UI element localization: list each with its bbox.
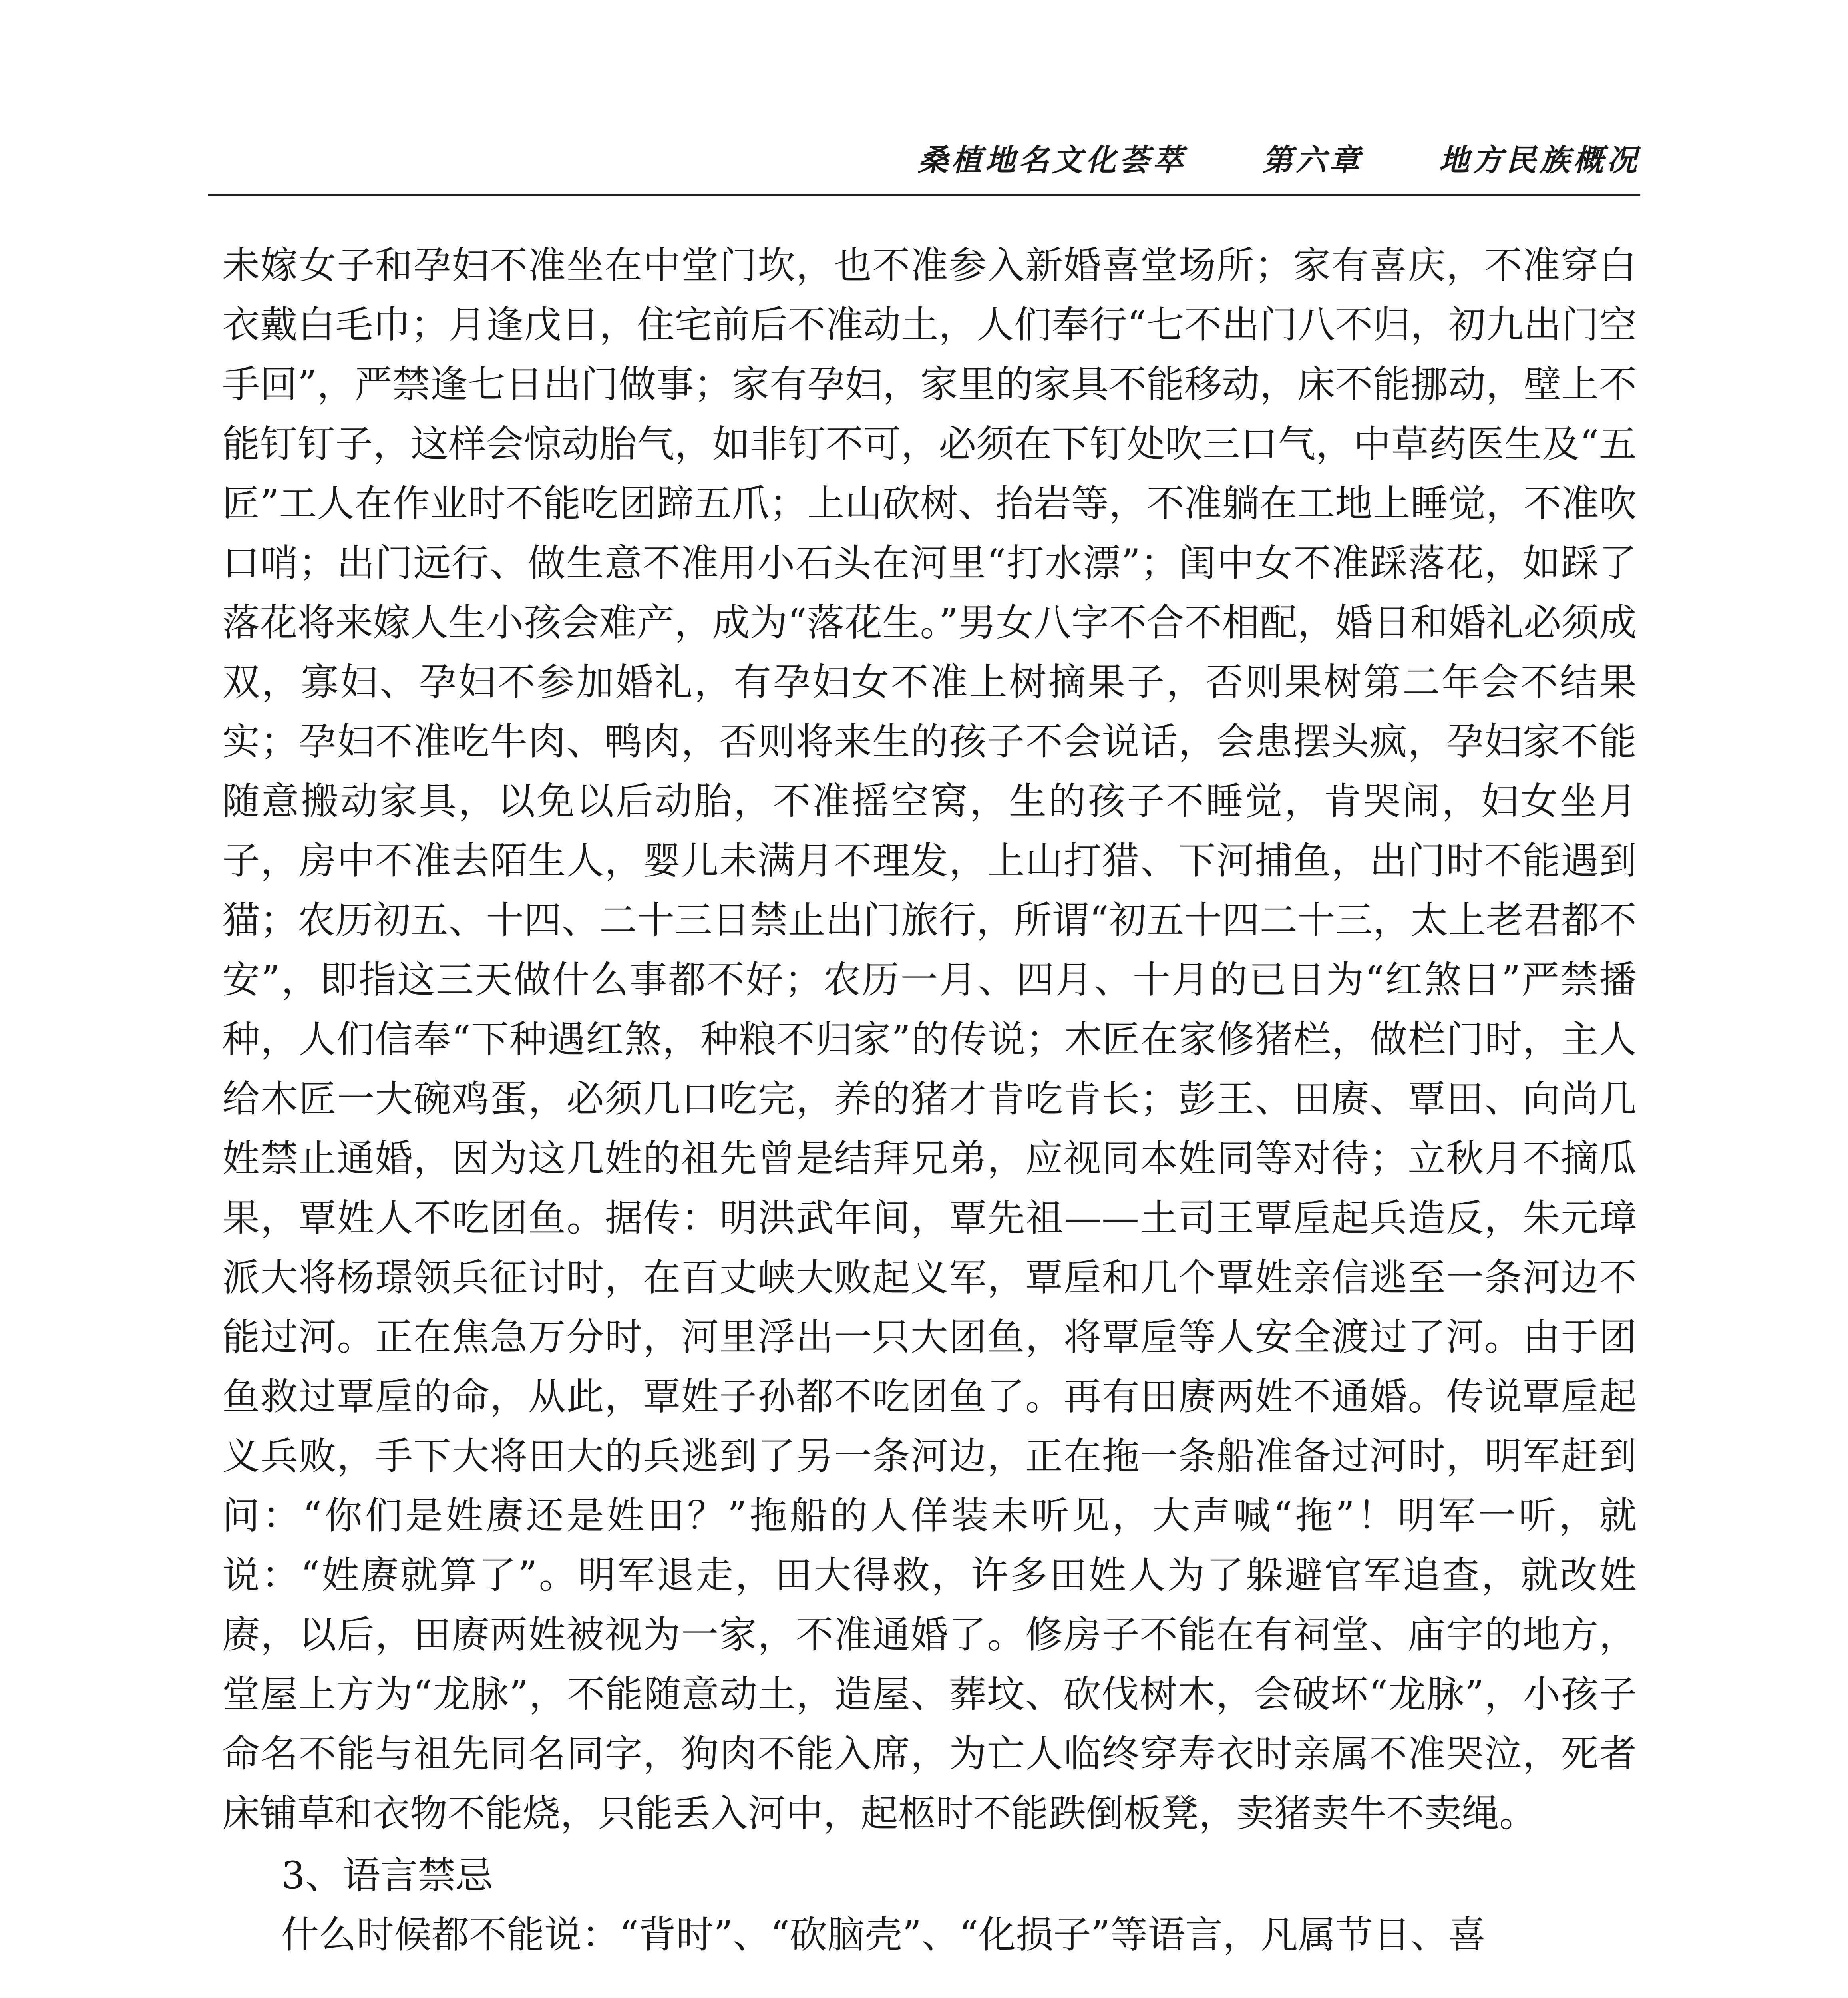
body-paragraph: 什么时候都不能说：“背时”、“砍脑壳”、“化损子”等语言，凡属节日、喜 [281, 1913, 1486, 1957]
header-spacer [1363, 136, 1439, 179]
page-body [222, 236, 1637, 1965]
running-header [918, 136, 1640, 179]
header-spacer [1186, 136, 1262, 179]
header-divider [208, 194, 1640, 196]
header-section: 地方民族概况 [1439, 142, 1640, 178]
section-subheading: 3、语言禁忌 [281, 1854, 493, 1897]
header-book-title: 桑植地名文化荟萃 [918, 142, 1186, 178]
body-paragraph: 未嫁女子和孕妇不准坐在中堂门坎，也不准参入新婚喜堂场所；家有喜庆，不准穿白衣戴白毛巾；月逢戊日，住宅前后不准动土，人们奉行“七不出门八不归，初九出门空手回”，严禁逢七日出门做事；家有孕妇，家里的家具不能移动，床不能挪动，壁上不能钉钉子，这样会惊动胎气，如非钉不可，必须在下钉处吹三口气，中草药医生及“五匠”工人在作业时不能吃团蹄五爪；上山砍树、抬岩等，不准躺在工地上睡觉，不准吹口哨；出门远行、做生意不准用小石头在河里“打水漂”；闺中女不准踩落花，如踩了落花将来嫁人生小孩会难产，成为“落花生。”男女八字不合不相配，婚日和婚礼必须成双，寡妇、孕妇不参加婚礼，有孕妇女不准上树摘果子，否则果树第二年会不结果实；孕妇不准吃牛肉、鸭肉，否则将来生的孩子不会说话，会患摆头疯，孕妇家不能随意搬动家具，以免以后动胎，不准摇空窝，生的孩子不睡觉，肯哭闹，妇女坐月子，房中不准去陌生人，婴儿未满月不理发，上山打猎、下河捕鱼，出门时不能遇到猫；农历初五、十四、二十三日禁止出门旅行，所谓“初五十四二十三，太上老君都不安”，即指这三天做什么事都不好；农历一月、四月、十月的已日为“红煞日”严禁播种，人们信奉“下种遇红煞，种粮不归家”的传说；木匠在家修猪栏，做栏门时，主人给木匠一大碗鸡蛋，必须几口吃完，养的猪才肯吃肯长；彭王、田赓、覃田、向尚几姓禁止通婚，因为这几姓的祖先曾是结拜兄弟，应视同本姓同等对待；立秋月不摘瓜果，覃姓人不吃团鱼。据传：明洪武年间，覃先祖——土司王覃垕起兵造反，朱元璋派大将杨璟领兵征讨时，在百丈峡大败起义军，覃垕和几个覃姓亲信逃至一条河边不能过河。正在焦急万分时，河里浮出一只大团鱼，将覃垕等人安全渡过了河。由于团鱼救过覃垕的命，从此，覃姓子孙都不吃团鱼了。再有田赓两姓不通婚。传说覃垕起义兵败，手下大将田大的兵逃到了另一条河边，正在拖一条船准备过河时，明军赶到问：“你们是姓赓还是姓田？”拖船的人佯装未听见，大声喊“拖”！明军一听，就说：“姓赓就算了”。明军退走，田大得救，许多田姓人为了躲避官军追查，就改姓赓，以后，田赓两姓被视为一家，不准通婚了。修房子不能在有祠堂、庙宇的地方，堂屋上方为“龙脉”，不能随意动土，造屋、葬坟、砍伐树木，会破坏“龙脉”，小孩子命名不能与祖先同名同字，狗肉不能入席，为亡人临终穿寿衣时亲属不准哭泣，死者床铺草和衣物不能烧，只能丢入河中，起柩时不能跌倒板凳，卖猪卖牛不卖绳。 [222, 244, 1637, 1835]
header-chapter: 第六章 [1262, 142, 1363, 178]
